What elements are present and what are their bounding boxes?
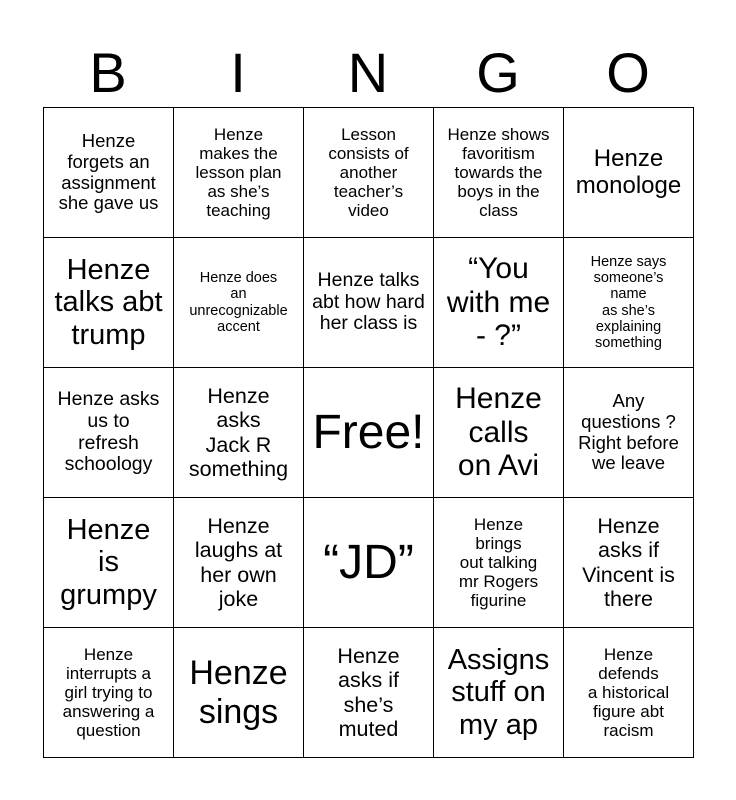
bingo-cell[interactable]: Henze is grumpy [44,498,174,628]
bingo-cell[interactable]: Lesson consists of another teacher’s video [304,108,434,238]
bingo-cell[interactable]: Henze defends a historical figure abt racism [564,628,694,758]
header-letter-i: I [230,41,246,104]
header-letter-g: G [476,41,520,104]
bingo-cell[interactable]: Henze shows favoritism towards the boys in the class [434,108,564,238]
bingo-cell[interactable]: Henze does an unrecognizable accent [174,238,304,368]
header-letter-b: B [89,41,127,104]
bingo-cell[interactable]: Henze interrupts a girl trying to answering a question [44,628,174,758]
bingo-cell[interactable]: Henze asks Jack R something [174,368,304,498]
bingo-cell[interactable]: “You with me - ?” [434,238,564,368]
bingo-cell[interactable]: Henze asks us to refresh schoology [44,368,174,498]
header-letter-n: N [347,41,389,104]
header-letter-o: O [606,41,650,104]
bingo-cell[interactable]: “JD” [304,498,434,628]
bingo-cell[interactable]: Any questions ? Right before we leave [564,368,694,498]
bingo-cell[interactable]: Henze asks if Vincent is there [564,498,694,628]
bingo-cell[interactable]: Henze calls on Avi [434,368,564,498]
bingo-cell[interactable]: Henze laughs at her own joke [174,498,304,628]
bingo-header [43,38,693,108]
bingo-cell[interactable]: Assigns stuff on my ap [434,628,564,758]
bingo-cell[interactable]: Henze forgets an assignment she gave us [44,108,174,238]
bingo-cell[interactable]: Henze asks if she’s muted [304,628,434,758]
bingo-cell[interactable]: Henze monologe [564,108,694,238]
bingo-grid [43,107,694,758]
bingo-cell[interactable]: Henze talks abt trump [44,238,174,368]
bingo-cell[interactable]: Henze makes the lesson plan as she’s teaching [174,108,304,238]
bingo-cell[interactable]: Henze brings out talking mr Rogers figurine [434,498,564,628]
bingo-cell[interactable]: Henze talks abt how hard her class is [304,238,434,368]
bingo-cell[interactable]: Henze says someone’s name as she’s explaining something [564,238,694,368]
bingo-cell[interactable]: Henze sings [174,628,304,758]
free-space[interactable]: Free! [304,368,434,498]
